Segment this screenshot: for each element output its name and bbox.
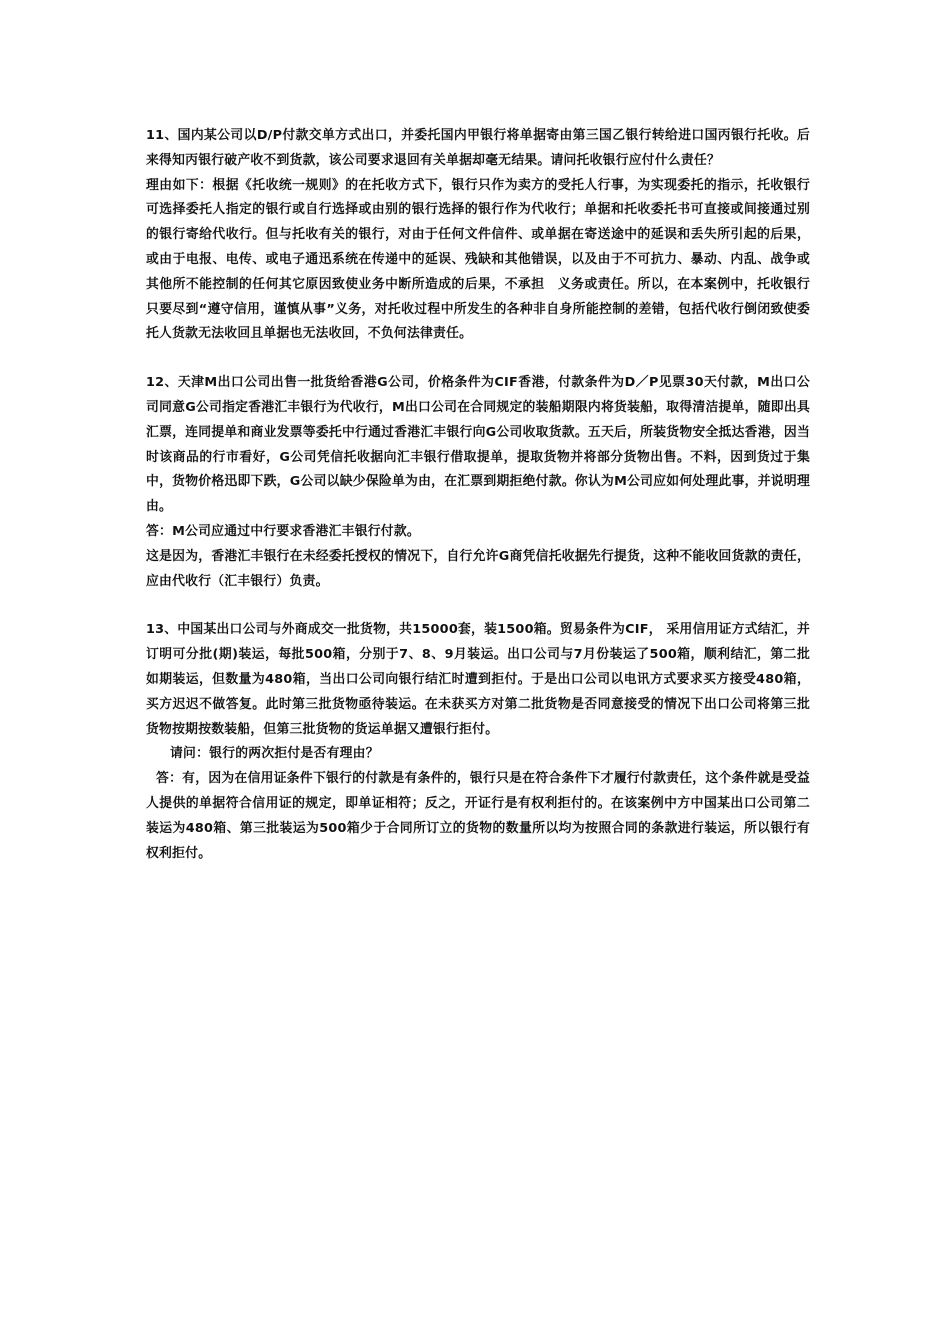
case-13-scenario: 13、中国某出口公司与外商成交一批货物，共15000套，装1500箱。贸易条件为CIF， 采用信用证方式结汇，并订明可分批(期)装运，每批500箱，分别于7、8、9月装运。出口公司与7月份装运了500箱，顺利结汇，第二批如期装运，但数量为480箱，当出口公司向银行结汇时遭到拒付。于是出口公司以电讯方式要求买方接受480箱，买方迟迟不做答复。此时第三批货物亟待装运。在未获买方对第二批货物是否同意接受的情况下出口公司将第三批货物按期按数装船，但第三批货物的货运单据又遭银行拒付。 [146,622,810,737]
document-body [146,124,810,866]
case-12-reason: 这是因为，香港汇丰银行在未经委托授权的情况下，自行允许G商凭信托收据先行提货，这种不能收回货款的责任，应由代收行（汇丰银行）负责。 [146,548,810,589]
case-11-answer: 理由如下：根据《托收统一规则》的在托收方式下，银行只作为卖方的受托人行事，为实现委托的指示，托收银行可选择委托人指定的银行或自行选择或由别的银行选择的银行作为代收行；单据和托收委托书可直接或间接通过别的银行寄给代收行。但与托收有关的银行，对由于任何文件信件、或单据在寄送途中的延误和丢失所引起的后果，或由于电报、电传、或电子通迅系统在传递中的延误、残缺和其他错误，以及由于不可抗力、暴动、内乱、战争或其他所不能控制的任何其它原因致使业务中断所造成的后果，不承担 义务或责任。所以，在本案例中，托收银行只要尽到“遵守信用，谨慎从事”义务，对托收过程中所发生的各种非自身所能控制的差错，包括代收行倒闭致使委托人货款无法收回且单据也无法收回，不负何法律责任。 [146,177,810,342]
case-13-question: 请问：银行的两次拒付是否有理由？ [170,746,379,762]
case-12-answer: 答：M公司应通过中行要求香港汇丰银行付款。 [146,523,420,539]
case-11 [146,124,810,347]
case-12-question: 12、天津M出口公司出售一批货给香港G公司，价格条件为CIF香港，付款条件为D／P见票30天付款，M出口公司同意G公司指定香港汇丰银行为代收行，M出口公司在合同规定的装船期限内将货装船，取得清洁提单，随即出具汇票，连同提单和商业发票等委托中行通过香港汇丰银行向G公司收取货款。五天后，所装货物安全抵达香港，因当时该商品的行市看好，G公司凭信托收据向汇丰银行借取提单，提取货物并将部分货物出售。不料，因到货过于集中，货物价格迅即下跌，G公司以缺少保险单为由，在汇票到期拒绝付款。你认为M公司应如何处理此事，并说明理由。 [146,375,810,515]
case-13 [146,618,810,866]
case-12 [146,371,810,594]
case-11-question: 11、国内某公司以D/P付款交单方式出口，并委托国内甲银行将单据寄由第三国乙银行转给进口国丙银行托收。后来得知丙银行破产收不到货款，该公司要求退回有关单据却毫无结果。请问托收银行应付什么责任？ [146,128,810,168]
case-13-answer: 答：有，因为在信用证条件下银行的付款是有条件的，银行只是在符合条件下才履行付款责任，这个条件就是受益人提供的单据符合信用证的规定，即单证相符；反之，开证行是有权利拒付的。在该案例中方中国某出口公司第二装运为480箱、第三批装运为500箱少于合同所订立的货物的数量所以均为按照合同的条款进行装运，所以银行有权利拒付。 [146,771,810,861]
